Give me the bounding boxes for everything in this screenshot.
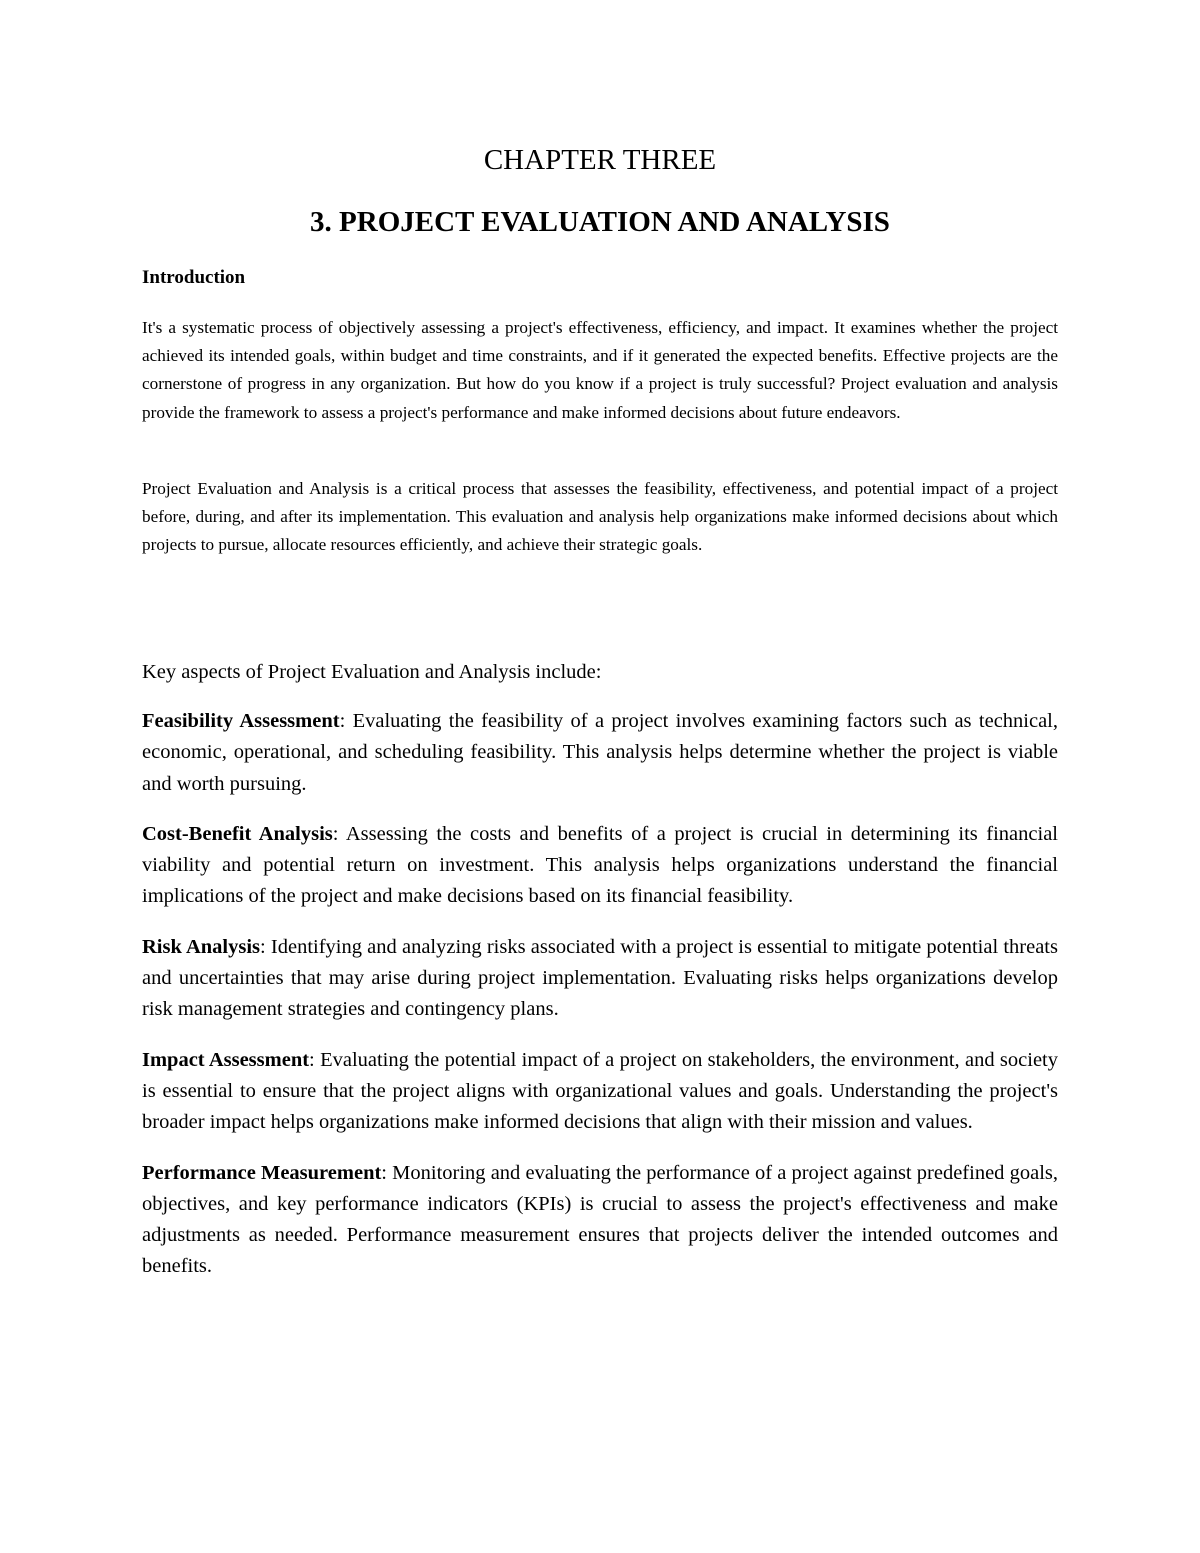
aspect-term: Performance Measurement bbox=[142, 1161, 382, 1184]
key-aspects-intro: Key aspects of Project Evaluation and Analysis include: bbox=[142, 661, 602, 683]
aspect-risk-analysis bbox=[142, 932, 1058, 1026]
section-title: 3. PROJECT EVALUATION AND ANALYSIS bbox=[310, 206, 890, 238]
aspect-description: : Assessing the costs and benefits of a project is crucial in determining its financial viability and potential return on investment. This analysis helps organizations understand the financial implications of the project and make decisions based on its financial feasibility. bbox=[142, 822, 1058, 908]
chapter-heading: CHAPTER THREE bbox=[483, 144, 717, 176]
aspect-term: Impact Assessment bbox=[142, 1048, 310, 1071]
aspect-feasibility-assessment bbox=[142, 706, 1058, 800]
aspect-impact-assessment bbox=[142, 1045, 1058, 1139]
aspect-term: Feasibility Assessment bbox=[142, 710, 340, 732]
intro-paragraph: Project Evaluation and Analysis is a critical process that assesses the feasibility, effectiveness, and potential impact of a project before, during, and after its implementation. This evaluation and analysis help organizations make informed decisions about which projects to pursue, allocate resources efficiently, and achieve their strategic goals. bbox=[142, 479, 1058, 555]
aspect-description: : Evaluating the feasibility of a project involves examining factors such as technical, economic, operational, and scheduling feasibility. This analysis helps determine whether the project is viable and worth pursuing. bbox=[142, 710, 1059, 795]
intro-paragraph: It's a systematic process of objectively assessing a project's effectiveness, efficiency, and impact. It examines whether the project achieved its intended goals, within budget and time constraints, and if it generated the expected benefits. Effective projects are the cornerstone of progress in any organization. But how do you know if a project is truly successful? Project evaluation and analysis provide the framework to assess a project's performance and make informed decisions about future endeavors. bbox=[142, 318, 1058, 422]
aspect-description: : Monitoring and evaluating the performance of a project against predefined goals, objectives, and key performance indicators (KPIs) is crucial to assess the project's effectiveness and make adjustments as needed. Performance measurement ensures that projects deliver the intended outcomes and benefits. bbox=[142, 1161, 1058, 1278]
introduction-heading: Introduction bbox=[142, 267, 246, 288]
aspect-description: : Identifying and analyzing risks associated with a project is essential to mitigate potential threats and uncertainties that may arise during project implementation. Evaluating risks helps organizations develop risk management strategies and contingency plans. bbox=[142, 935, 1058, 1021]
aspect-term: Risk Analysis bbox=[142, 935, 260, 958]
aspect-term: Cost-Benefit Analysis bbox=[142, 822, 333, 845]
key-aspects-list bbox=[142, 706, 1058, 1302]
aspect-cost-benefit-analysis bbox=[142, 819, 1058, 913]
aspect-description: : Evaluating the potential impact of a project on stakeholders, the environment, and society is essential to ensure that the project aligns with organizational values and goals. Understanding the project's broader impact helps organizations make informed decisions that align with their mission and values. bbox=[142, 1048, 1058, 1134]
aspect-performance-measurement bbox=[142, 1158, 1058, 1283]
